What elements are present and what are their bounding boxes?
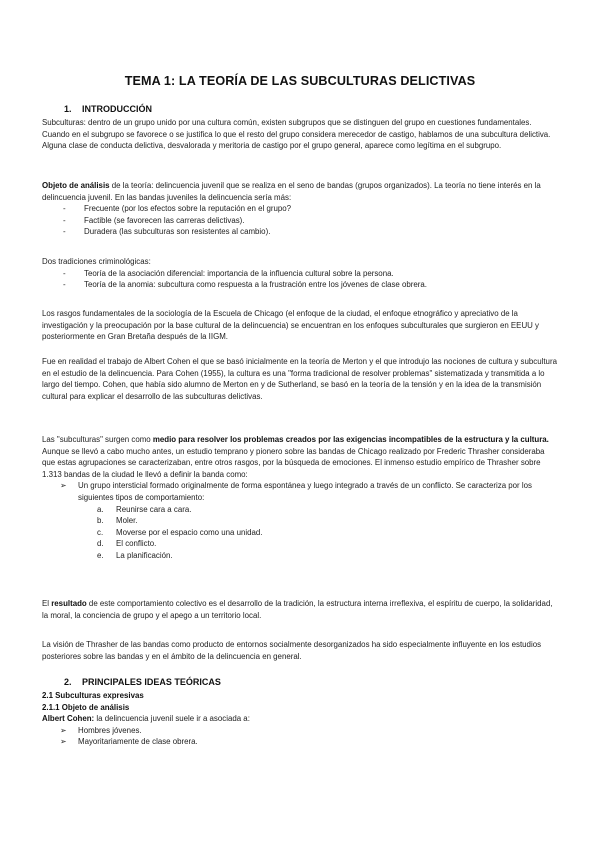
tradiciones-list [42,268,558,291]
arrow-bullet-icon: ➢ [60,737,67,747]
section-2-title: PRINCIPALES IDEAS TEÓRICAS [82,677,221,687]
list-item [42,515,558,527]
list-item [42,480,558,503]
section-2-heading [42,677,221,689]
medio-post: Aunque se llevó a cabo mucho antes, un estudio temprano y pionero sobre las bandas de Chicago realizado por Frederic Thrasher consideraba que estas agrupaciones se caracterizaban, entre otros rasgos, por la búsqueda de emociones. El inmenso estudio empírico de Thrasher sobre 1.313 bandas de la ciudad le llevó a definir la banda como: [42,446,545,479]
list-item [42,725,558,737]
list-marker: b. [97,516,104,526]
vision-paragraph: La visión de Thrasher de las bandas como producto de entornos socialmente desorganizados ha sido especialmente influyente en los estudios posteriores sobre las bandas y en el ámbito de la delincuencia en general. [42,640,542,661]
list-item [42,504,558,516]
list-item-text: La planificación. [116,550,173,560]
list-item [42,538,558,550]
list-item [42,527,558,539]
arrow-bullet-icon: ➢ [60,481,67,491]
section-2-body [42,690,558,748]
objeto-block [42,180,558,238]
intro-paragraph: Subculturas: dentro de un grupo unido por una cultura común, existen subgrupos que se distinguen del grupo en cuestiones fundamentales. Cuando en el subgrupo se favorece o se justifica lo que el resto del grupo considera merecedor de castigo, hablamos de una subcultura delictiva. Alguna clase de conducta delictiva, desvalorada y meritoria de castigo por el grupo general, aparece como legítima en el subgrupo. [42,118,551,151]
section-1-heading [42,104,152,116]
list-item: - Frecuente (por los efectos sobre la reputación en el grupo? [42,203,558,215]
list-item-text: El conflicto. [116,539,157,549]
albert-list [42,725,558,748]
list-marker: d. [97,539,104,549]
tradiciones-intro: Dos tradiciones criminológicas: [42,257,151,266]
section-1-title: INTRODUCCIÓN [82,104,152,114]
list-item [42,736,558,748]
objeto-rest: de la teoría: delincuencia juvenil que se realiza en el seno de bandas (grupos organizados). La teoría no tiene interés en la delincuencia juvenil. En las bandas juveniles la delincuencia sería más: [42,181,541,202]
rasgos-paragraph: Los rasgos fundamentales de la sociología de la Escuela de Chicago (el enfoque de la ciudad, el enfoque etnográfico y apreciativo de la investigación y la preocupación por la base cultural de la delincuencia) se encuentran en los enfoques subculturales que surgieron en EEUU y posteriormente en Gran Bretaña después de la IIGM. [42,309,539,342]
albert-paragraph [42,713,558,725]
albert-rest: la delincuencia juvenil suele ir a asociada a: [94,714,250,724]
list-item-text: Moverse por el espacio como una unidad. [116,527,263,537]
list-item: - Duradera (las subculturas son resistentes al cambio). [42,226,558,238]
medio-pre: Las "subculturas" surgen como [42,435,153,444]
resultado-bold: resultado [51,599,87,608]
objeto-bold: Objeto de análisis [42,181,110,190]
banda-definition-list [42,480,558,503]
list-item-text: Hombres jóvenes. [78,725,142,735]
objeto-list [42,203,558,238]
banda-definition: Un grupo intersticial formado originalmente de forma espontánea y luego integrado a través de un conflicto. Se caracteriza por los siguientes tipos de comportamiento: [78,481,532,502]
section-2-number: 2. [64,677,72,687]
list-item: - Factible (se favorecen las carreras delictivas). [42,215,558,227]
resultado-post: de este comportamiento colectivo es el desarrollo de la tradición, la estructura interna irreflexiva, el espíritu de cuerpo, la solidaridad, la moral, la conciencia de grupo y el apego a un territorio local. [42,599,553,620]
medio-paragraph [42,434,558,480]
subsection-2-1-1: 2.1.1 Objeto de análisis [42,702,130,712]
objeto-paragraph [42,180,558,203]
list-item [42,550,558,562]
list-item: - Teoría de la asociación diferencial: importancia de la influencia cultural sobre la persona. [42,268,558,280]
arrow-bullet-icon: ➢ [60,725,67,735]
subsection-2-1: 2.1 Subculturas expresivas [42,691,144,700]
section-1-number: 1. [64,104,72,114]
list-marker: e. [97,550,104,560]
list-marker: c. [97,527,104,537]
tradiciones-block [42,256,558,291]
list-marker: a. [97,504,104,514]
resultado-pre: El [42,599,52,608]
medio-bold: medio para resolver los problemas creados por las exigencias incompatibles de la estructura y la cultura. [152,435,549,444]
list-item: - Teoría de la anomia: subcultura como respuesta a la frustración entre los jóvenes de clase obrera. [42,279,558,291]
cohen-paragraph: Fue en realidad el trabajo de Albert Cohen el que se basó inicialmente en la teoría de Merton y el que introdujo las nociones de cultura y subcultura en el estudio de la delincuencia. Para Cohen (1955), la cultura es una "forma tradicional de resolver problemas" sistematizada y transmitida a lo largo del tiempo. Cohen, que había sido alumno de Merton en y de Sutherland, se basó en la teoría de la tensión y en la idea de la transmisión cultural para explicar el desarrollo de las subculturas delictivas. [42,357,557,401]
resultado-paragraph [42,598,558,621]
list-item-text: Reunirse cara a cara. [116,504,192,514]
behaviour-list [42,504,558,562]
albert-bold: Albert Cohen: [42,714,95,724]
list-item-text: Mayoritariamente de clase obrera. [78,737,198,747]
medio-block [42,434,558,562]
list-item-text: Moler. [116,516,138,526]
document-title: TEMA 1: LA TEORÍA DE LAS SUBCULTURAS DELICTIVAS [124,74,476,88]
